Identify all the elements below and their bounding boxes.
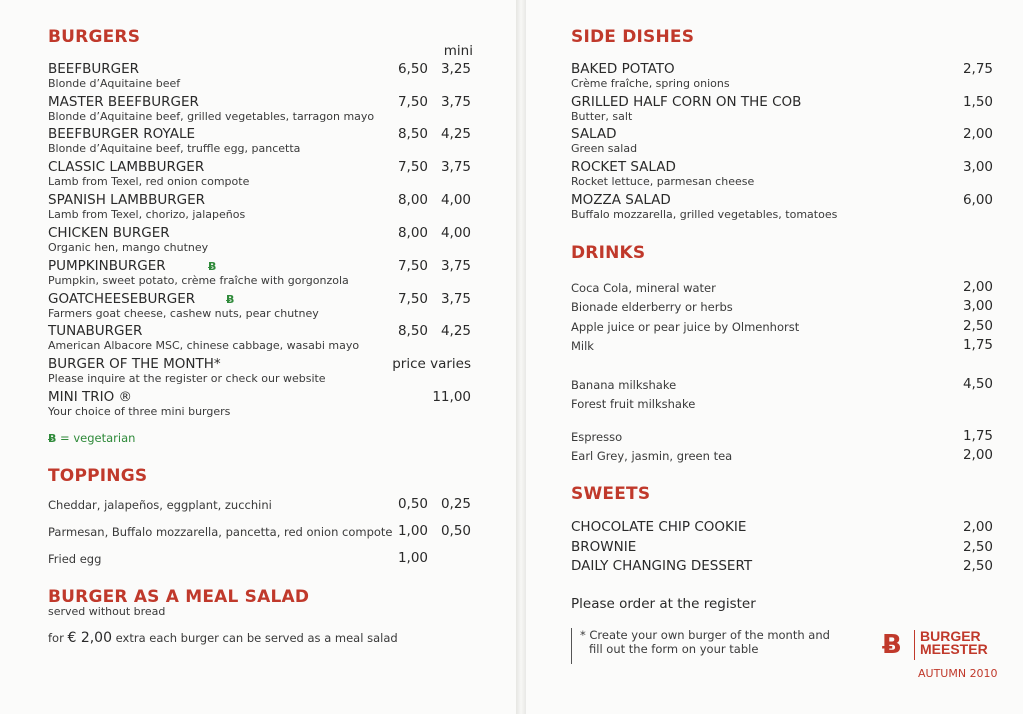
item-name: CHOCOLATE CHIP COOKIE (571, 519, 747, 535)
meal-salad-heading: BURGER AS A MEAL SALAD (48, 587, 310, 607)
item-price: 8,50 (397, 126, 428, 142)
item-name: SPANISH LAMBBURGER (48, 192, 206, 208)
item-mini-price: 4,25 (440, 126, 471, 142)
item-price: 8,00 (397, 225, 428, 241)
item-description: Butter, salt (571, 110, 633, 123)
item-price: 7,50 (397, 291, 428, 307)
item-name: PUMPKINBURGER (48, 258, 166, 274)
item-mini-price: 0,25 (440, 496, 471, 512)
item-description: Green salad (571, 142, 638, 155)
item-name: Forest fruit milkshake (571, 397, 696, 411)
item-name: Apple juice or pear juice by Olmenhorst (571, 320, 800, 334)
meal-salad-prefix: for (48, 631, 64, 645)
footnote (571, 628, 830, 664)
item-name: Parmesan, Buffalo mozzarella, pancetta, red onion compote (48, 525, 393, 539)
item-price: 1,00 (397, 523, 428, 539)
item-price: price varies (392, 356, 471, 372)
item-name: Milk (571, 339, 594, 353)
item-name: GRILLED HALF CORN ON THE COB (571, 94, 802, 110)
burgers-heading: BURGERS (48, 27, 141, 47)
item-name: Fried egg (48, 552, 102, 566)
item-price: 1,00 (397, 550, 428, 566)
item-mini-price: 3,75 (440, 94, 471, 110)
item-price: 2,50 (962, 318, 993, 334)
item-description: Blonde d’Aquitaine beef (48, 77, 181, 90)
footnote-line-1: * Create your own burger of the month and (580, 628, 830, 642)
item-price: 7,50 (397, 159, 428, 175)
drinks-heading: DRINKS (571, 243, 646, 263)
item-price: 3,00 (962, 298, 993, 314)
item-name: ROCKET SALAD (571, 159, 676, 175)
sweets-heading: SWEETS (571, 484, 651, 504)
item-description: Lamb from Texel, chorizo, jalapeños (48, 208, 246, 221)
item-price: 1,75 (962, 428, 993, 444)
item-name: BROWNIE (571, 539, 637, 555)
item-name: DAILY CHANGING DESSERT (571, 558, 753, 574)
item-description: Pumpkin, sweet potato, crème fraîche with gorgonzola (48, 274, 349, 287)
item-price: 8,00 (397, 192, 428, 208)
item-price: 7,50 (397, 94, 428, 110)
order-note: Please order at the register (571, 596, 756, 612)
item-mini-price: 3,75 (440, 291, 471, 307)
item-description: Please inquire at the register or check our website (48, 372, 326, 385)
meal-salad-suffix: extra each burger can be served as a meal salad (115, 631, 398, 645)
item-name: MINI TRIO ® (48, 389, 133, 405)
item-name: CHICKEN BURGER (48, 225, 170, 241)
item-name: GOATCHEESEBURGER (48, 291, 196, 307)
item-name: Espresso (571, 430, 623, 444)
item-price: 2,00 (962, 519, 993, 535)
item-name: MASTER BEEFBURGER (48, 94, 199, 110)
item-description: Crème fraîche, spring onions (571, 77, 730, 90)
item-price: 2,50 (962, 539, 993, 555)
item-price: 0,50 (397, 496, 428, 512)
vegetarian-legend (48, 431, 135, 445)
item-price: 2,00 (962, 279, 993, 295)
item-name: CLASSIC LAMBBURGER (48, 159, 205, 175)
season-label: AUTUMN 2010 (918, 667, 998, 680)
item-description: Buffalo mozzarella, grilled vegetables, tomatoes (571, 208, 838, 221)
item-mini-price: 3,75 (440, 159, 471, 175)
mini-column-label: mini (443, 43, 473, 59)
item-mini-price: 4,25 (440, 323, 471, 339)
burgermeester-logo-icon: Ƀ (882, 630, 902, 660)
item-name: BAKED POTATO (571, 61, 675, 77)
logo-line-2: MEESTER (920, 641, 988, 657)
item-name: Cheddar, jalapeños, eggplant, zucchini (48, 498, 272, 512)
logo-line-1: BURGER (920, 628, 981, 644)
item-mini-price: 3,75 (440, 258, 471, 274)
item-price: 1,50 (962, 94, 993, 110)
item-price: 8,50 (397, 323, 428, 339)
item-name: Earl Grey, jasmin, green tea (571, 449, 733, 463)
vegetarian-icon: Ƀ (208, 260, 217, 273)
item-description: American Albacore MSC, chinese cabbage, wasabi mayo (48, 339, 360, 352)
item-price: 3,00 (962, 159, 993, 175)
meal-salad-amount: € 2,00 (67, 630, 112, 646)
item-description: Organic hen, mango chutney (48, 241, 209, 254)
item-price: 2,50 (962, 558, 993, 574)
item-description: Farmers goat cheese, cashew nuts, pear chutney (48, 307, 319, 320)
item-name: Bionade elderberry or herbs (571, 300, 733, 314)
meal-salad-text (48, 630, 398, 646)
item-mini-price: 3,25 (440, 61, 471, 77)
vegetarian-icon: Ƀ (226, 293, 235, 306)
page-fold (516, 0, 526, 714)
item-price: 4,50 (962, 376, 993, 392)
vegetarian-legend-text: = vegetarian (60, 431, 136, 445)
item-description: Your choice of three mini burgers (48, 405, 231, 418)
footnote-line-2: fill out the form on your table (589, 642, 759, 656)
item-description: Lamb from Texel, red onion compote (48, 175, 250, 188)
side-dishes-heading: SIDE DISHES (571, 27, 695, 47)
item-name: Banana milkshake (571, 378, 677, 392)
item-mini-price: 4,00 (440, 192, 471, 208)
item-name: Coca Cola, mineral water (571, 281, 716, 295)
item-description: Blonde d’Aquitaine beef, truffle egg, pancetta (48, 142, 301, 155)
item-price: 7,50 (397, 258, 428, 274)
item-name: BURGER OF THE MONTH* (48, 356, 221, 372)
item-mini-price: 4,00 (440, 225, 471, 241)
meal-salad-subtitle: served without bread (48, 605, 166, 618)
item-name: BEEFBURGER ROYALE (48, 126, 196, 142)
item-price: 6,50 (397, 61, 428, 77)
item-price: 2,00 (962, 126, 993, 142)
item-name: SALAD (571, 126, 617, 142)
item-description: Rocket lettuce, parmesan cheese (571, 175, 755, 188)
burgermeester-logo (914, 630, 988, 660)
item-name: TUNABURGER (48, 323, 143, 339)
vegetarian-icon: Ƀ (48, 432, 57, 445)
item-description: Blonde d’Aquitaine beef, grilled vegetables, tarragon mayo (48, 110, 375, 123)
item-price: 6,00 (962, 192, 993, 208)
item-price: 2,00 (962, 447, 993, 463)
toppings-heading: TOPPINGS (48, 466, 148, 486)
item-name: MOZZA SALAD (571, 192, 671, 208)
item-mini-price: 0,50 (440, 523, 471, 539)
item-name: BEEFBURGER (48, 61, 139, 77)
item-price: 2,75 (962, 61, 993, 77)
item-price: 1,75 (962, 337, 993, 353)
item-price: 11,00 (432, 389, 471, 405)
